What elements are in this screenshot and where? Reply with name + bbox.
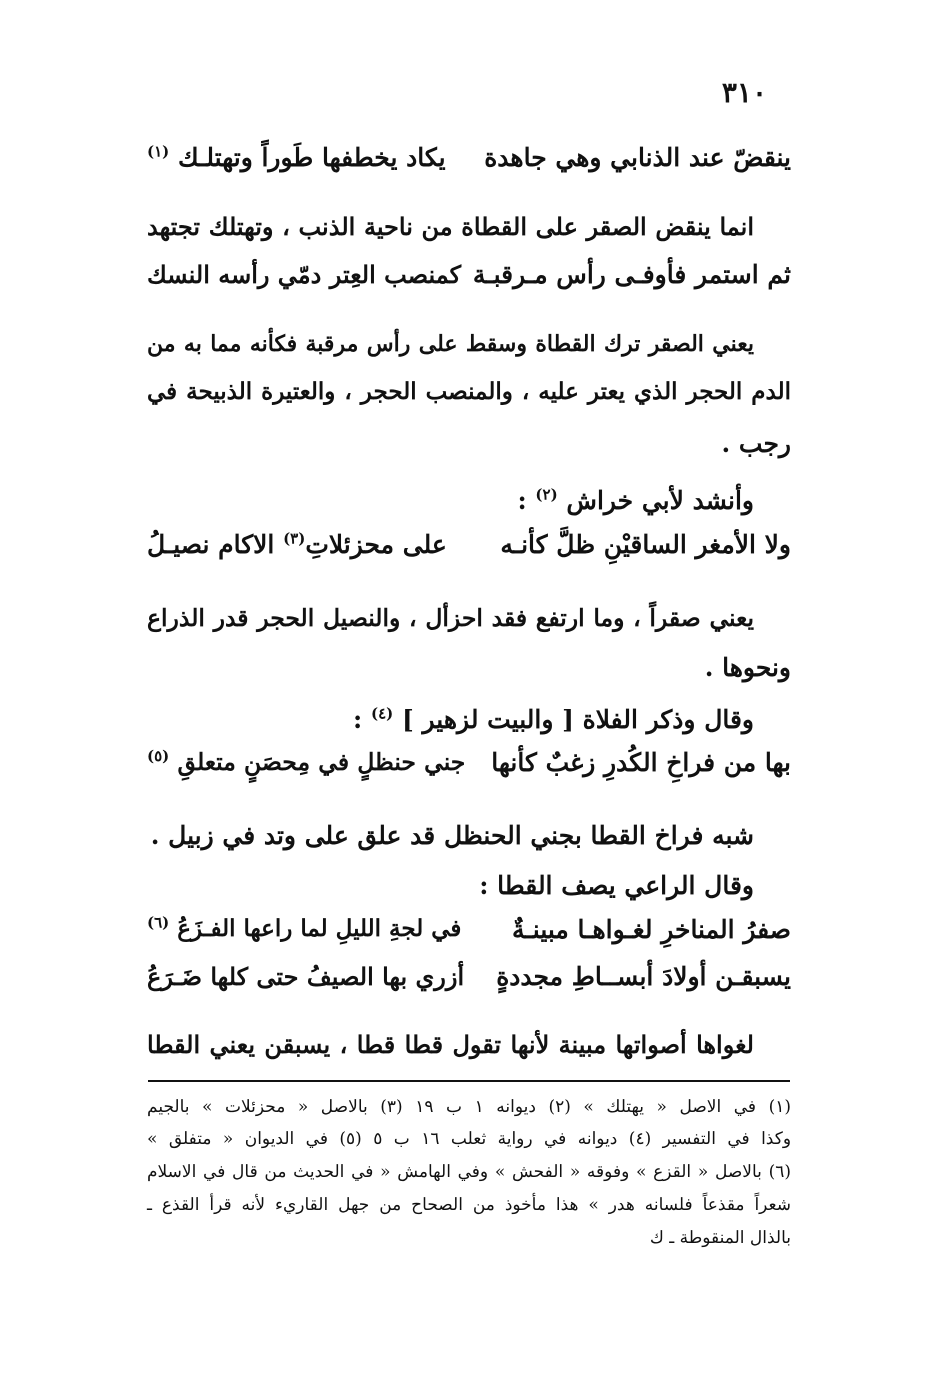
footnote-line: شعراً مقذعاً فلسانه هدر » هذا مأخوذ من الصحاح من جهل القاريء لأنه قرأ القذع ـ [147,1195,791,1215]
intro-text: وأنشد لأبي خراش [566,486,754,515]
commentary-line: ونحوها . [704,653,791,682]
verse-hemistich-first: بها من فراخِ الكُدرِ زغبٌ كأنها [491,748,791,777]
verse-line-3 [147,530,791,570]
verse-hemistich-second: كمنصب العِتر دمّي رأسه النسك [147,260,462,289]
verse-hemistich-first: ينقضّ عند الذنابي وهي جاهدة [484,143,791,172]
verse-hemistich-second: أزري بها الصيفُ حتى كلها ضَـرَعُ [147,962,465,991]
verse-hemistich-first: ثم استمر فأوفـى رأس مـرقبـة [472,260,791,289]
verse-line-5 [147,915,791,955]
commentary-line: الدم الحجر الذي يعتر عليه ، والمنصب الحجر ، والعتيرة الذبيحة في [147,378,791,405]
footnote-ref: (٣) [283,529,306,548]
commentary-line: انما ينقض الصقر على القطاة من ناحية الذنب ، وتهتلك تجتهد [147,212,754,241]
verse-text: الاكام نصيـلُ [147,530,284,559]
footnote-ref: (١) [147,142,170,161]
verse-hemistich-second [147,748,465,776]
verse-hemistich-second [147,143,446,172]
footnote-ref: (٦) [147,913,170,932]
verse-text: على محزئلاتِ [305,530,447,559]
verse-hemistich-first: يسبقـن أولادَ أبســاطِ مجددةٍ [496,962,791,991]
intro-line [147,700,754,740]
colon: : [353,705,371,734]
page-number: ٣١٠ [721,76,767,109]
footnote-ref: (٢) [535,485,558,504]
footnote-line: بالذال المنقوطة ـ ك [649,1228,791,1248]
verse-hemistich-first: صفرُ المناخرِ لغـواهـا مبينـةٌ [512,915,791,944]
footnote-ref: (٥) [147,747,170,766]
colon: : [517,486,536,515]
verse-text: في لجةِ الليلِ لما راعها الفـزَعُ [177,915,462,942]
verse-line-2 [147,260,791,300]
intro-text: وقال وذكر الفلاة [ والبيت لزهير ] [401,705,754,734]
verse-line-6 [147,962,791,1002]
commentary-line: لغواها أصواتها مبينة لأنها تقول قطا قطا ، يسبقن يعني القطا [147,1030,754,1059]
verse-line-4 [147,748,791,788]
commentary-line: يعني صقراً ، وما ارتفع فقد احزأل ، والنصيل الحجر قدر الذراع [147,604,754,632]
intro-line: وقال الراعي يصف القطا : [479,871,754,900]
commentary-line: يعني الصقر ترك القطاة وسقط على رأس مرقبة فكأنه مما به من [147,331,754,357]
verse-text: جني حنظلٍ في مِحصَنٍ متعلقِ [177,748,466,776]
intro-line [147,481,754,521]
verse-hemistich-first: ولا الأمغر الساقيْنِ ظلَّ كأنـه [500,530,791,559]
verse-hemistich-second [147,915,461,942]
verse-text: يكاد يخطفها طَوراً وتهتلـك [178,143,446,172]
footnote-separator [148,1080,790,1082]
commentary-line: رجب . [721,429,791,458]
commentary-line: شبه فراخ القطا بجني الحنظل قد علق على وتد في زبيل . [150,821,754,850]
footnote-ref: (٤) [370,704,394,723]
verse-hemistich-second [147,530,447,559]
footnote-line: (١) في الاصل « يهتلك » (٢) ديوانه ١ ب ١٩ (٣) بالاصل « محزئلات » بالجيم [147,1097,792,1117]
footnote-line: وكذا في التفسير (٤) ديوانه في رواية ثعلب ١٦ ب ٥ (٥) في الديوان « متفلق » [147,1129,792,1149]
verse-line-1 [147,143,791,183]
footnote-line: (٦) بالاصل « القزع » وفوقه « الفحش » وفي الهامش « في الحديث من قال في الاسلام [147,1162,791,1182]
